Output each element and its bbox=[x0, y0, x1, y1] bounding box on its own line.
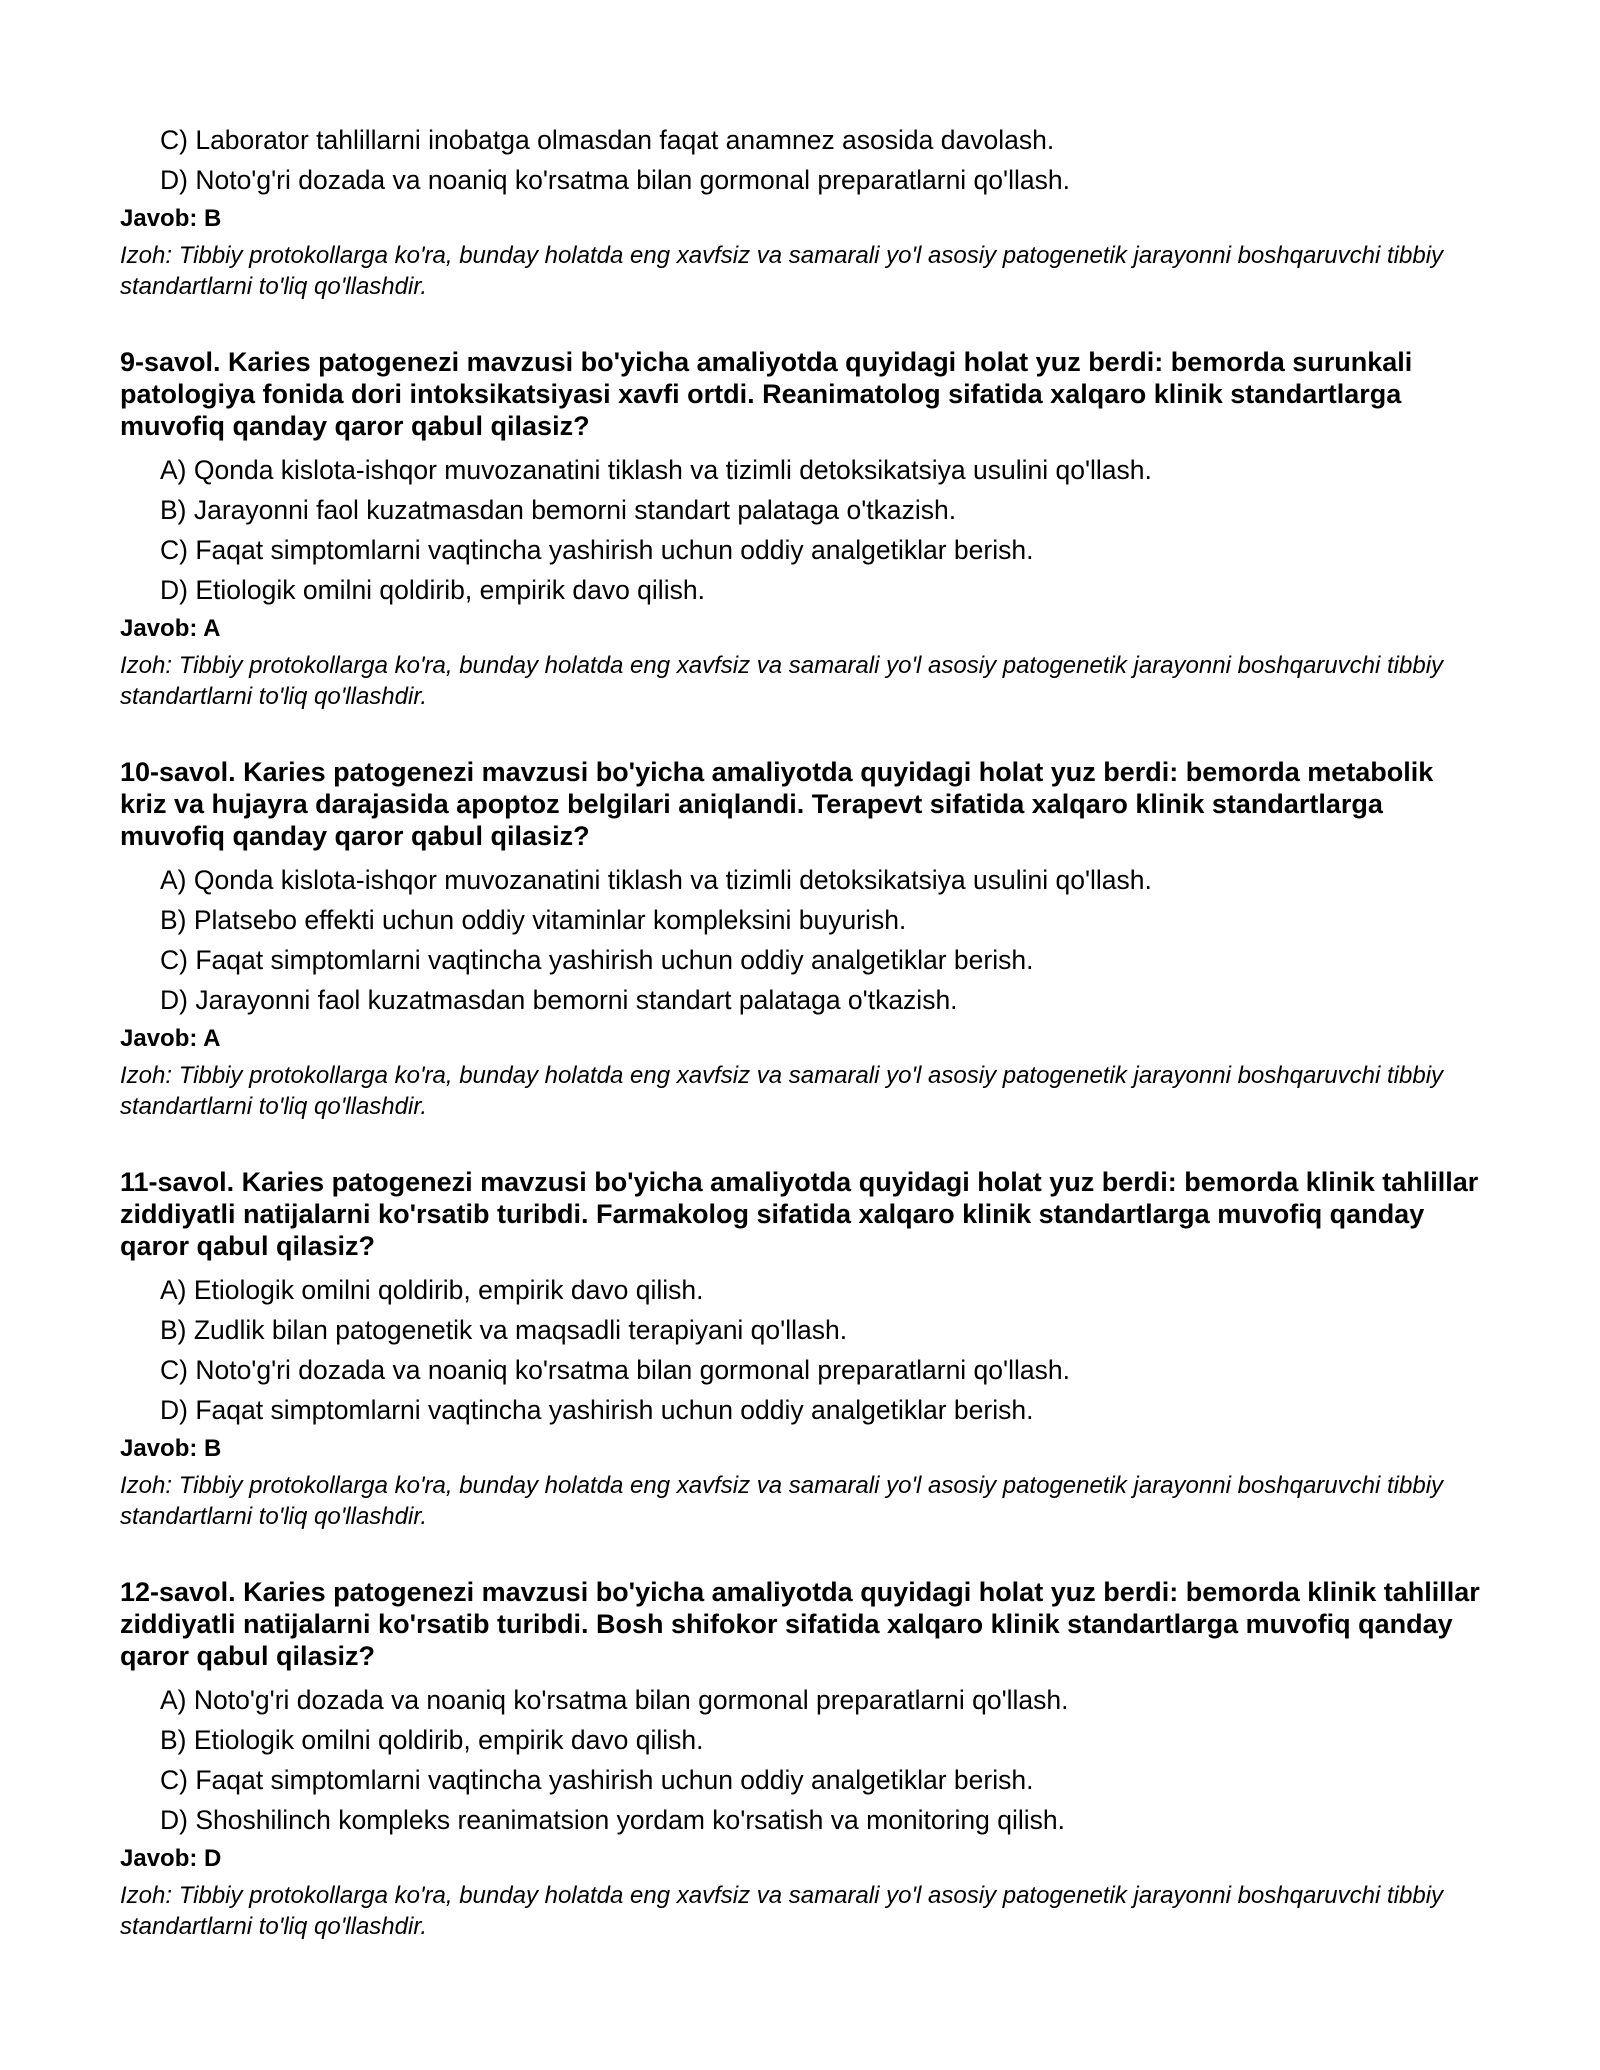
option-c: C) Faqat simptomlarni vaqtincha yashirish uchun oddiy analgetiklar berish. bbox=[160, 535, 1034, 565]
question-12 bbox=[120, 1576, 1480, 1942]
question-10 bbox=[120, 756, 1480, 1122]
question-text: 10-savol. Karies patogenezi mavzusi bo'yicha amaliyotda quyidagi holat yuz berdi: bemorda metabolik kriz va hujayra darajasida apoptoz belgilari aniqlandi. Terapevt sifatida xalqaro klinik standartlarga muvofiq qanday qaror qabul qilasiz? bbox=[120, 757, 1434, 851]
option-b: B) Platsebo effekti uchun oddiy vitaminlar kompleksini buyurish. bbox=[160, 905, 907, 935]
option-b: B) Zudlik bilan patogenetik va maqsadli terapiyani qo'llash. bbox=[160, 1315, 848, 1345]
option-a: A) Etiologik omilni qoldirib, empirik davo qilish. bbox=[160, 1275, 704, 1305]
option-d: D) Noto'g'ri dozada va noaniq ko'rsatma bilan gormonal preparatlarni qo'llash. bbox=[160, 165, 1070, 195]
answer-label: Javob: B bbox=[120, 205, 222, 232]
explanation-note: Izoh: Tibbiy protokollarga ko'ra, bunday holatda eng xavfsiz va samarali yo'l asosiy patogenetik jarayonni boshqaruvchi tibbiy standartlarni to'liq qo'llashdir. bbox=[120, 1882, 1444, 1940]
option-d: D) Faqat simptomlarni vaqtincha yashirish uchun oddiy analgetiklar berish. bbox=[160, 1395, 1034, 1425]
option-a: A) Qonda kislota-ishqor muvozanatini tiklash va tizimli detoksikatsiya usulini qo'llash. bbox=[160, 865, 1152, 895]
option-c: C) Faqat simptomlarni vaqtincha yashirish uchun oddiy analgetiklar berish. bbox=[160, 945, 1034, 975]
option-c: C) Laborator tahlillarni inobatga olmasdan faqat anamnez asosida davolash. bbox=[160, 125, 1055, 155]
explanation-note: Izoh: Tibbiy protokollarga ko'ra, bunday holatda eng xavfsiz va samarali yo'l asosiy patogenetik jarayonni boshqaruvchi tibbiy standartlarni to'liq qo'llashdir. bbox=[120, 652, 1444, 710]
answer-label: Javob: A bbox=[120, 615, 221, 642]
explanation-note: Izoh: Tibbiy protokollarga ko'ra, bunday holatda eng xavfsiz va samarali yo'l asosiy patogenetik jarayonni boshqaruvchi tibbiy standartlarni to'liq qo'llashdir. bbox=[120, 1472, 1444, 1530]
previous-question-continuation bbox=[120, 120, 1480, 302]
question-text: 9-savol. Karies patogenezi mavzusi bo'yicha amaliyotda quyidagi holat yuz berdi: bemorda surunkali patologiya fonida dori intoksikatsiyasi xavfi ortdi. Reanimatolog sifatida xalqaro klinik standartlarga muvofiq qanday qaror qabul qilasiz? bbox=[120, 347, 1413, 441]
option-d: D) Shoshilinch kompleks reanimatsion yordam ko'rsatish va monitoring qilish. bbox=[160, 1805, 1065, 1835]
option-c: C) Noto'g'ri dozada va noaniq ko'rsatma bilan gormonal preparatlarni qo'llash. bbox=[160, 1355, 1070, 1385]
option-c: C) Faqat simptomlarni vaqtincha yashirish uchun oddiy analgetiklar berish. bbox=[160, 1765, 1034, 1795]
question-text: 11-savol. Karies patogenezi mavzusi bo'yicha amaliyotda quyidagi holat yuz berdi: bemorda klinik tahlillar ziddiyatli natijalarni ko'rsatib turibdi. Farmakolog sifatida xalqaro klinik standartlarga muvofiq qanday qaror qabul qilasiz? bbox=[120, 1167, 1479, 1261]
answer-label: Javob: D bbox=[120, 1845, 222, 1872]
question-text: 12-savol. Karies patogenezi mavzusi bo'yicha amaliyotda quyidagi holat yuz berdi: bemorda klinik tahlillar ziddiyatli natijalarni ko'rsatib turibdi. Bosh shifokor sifatida xalqaro klinik standartlarga muvofiq qanday qaror qabul qilasiz? bbox=[120, 1577, 1480, 1671]
question-11 bbox=[120, 1166, 1480, 1532]
option-a: A) Noto'g'ri dozada va noaniq ko'rsatma bilan gormonal preparatlarni qo'llash. bbox=[160, 1685, 1069, 1715]
option-d: D) Etiologik omilni qoldirib, empirik davo qilish. bbox=[160, 575, 705, 605]
explanation-note: Izoh: Tibbiy protokollarga ko'ra, bunday holatda eng xavfsiz va samarali yo'l asosiy patogenetik jarayonni boshqaruvchi tibbiy standartlarni to'liq qo'llashdir. bbox=[120, 1062, 1444, 1120]
option-b: B) Jarayonni faol kuzatmasdan bemorni standart palataga o'tkazish. bbox=[160, 495, 957, 525]
option-d: D) Jarayonni faol kuzatmasdan bemorni standart palataga o'tkazish. bbox=[160, 985, 958, 1015]
answer-label: Javob: B bbox=[120, 1435, 222, 1462]
explanation-note: Izoh: Tibbiy protokollarga ko'ra, bunday holatda eng xavfsiz va samarali yo'l asosiy patogenetik jarayonni boshqaruvchi tibbiy standartlarni to'liq qo'llashdir. bbox=[120, 242, 1444, 300]
question-9 bbox=[120, 346, 1480, 712]
document-page bbox=[120, 120, 1480, 1942]
option-a: A) Qonda kislota-ishqor muvozanatini tiklash va tizimli detoksikatsiya usulini qo'llash. bbox=[160, 455, 1152, 485]
answer-label: Javob: A bbox=[120, 1025, 221, 1052]
option-b: B) Etiologik omilni qoldirib, empirik davo qilish. bbox=[160, 1725, 704, 1755]
